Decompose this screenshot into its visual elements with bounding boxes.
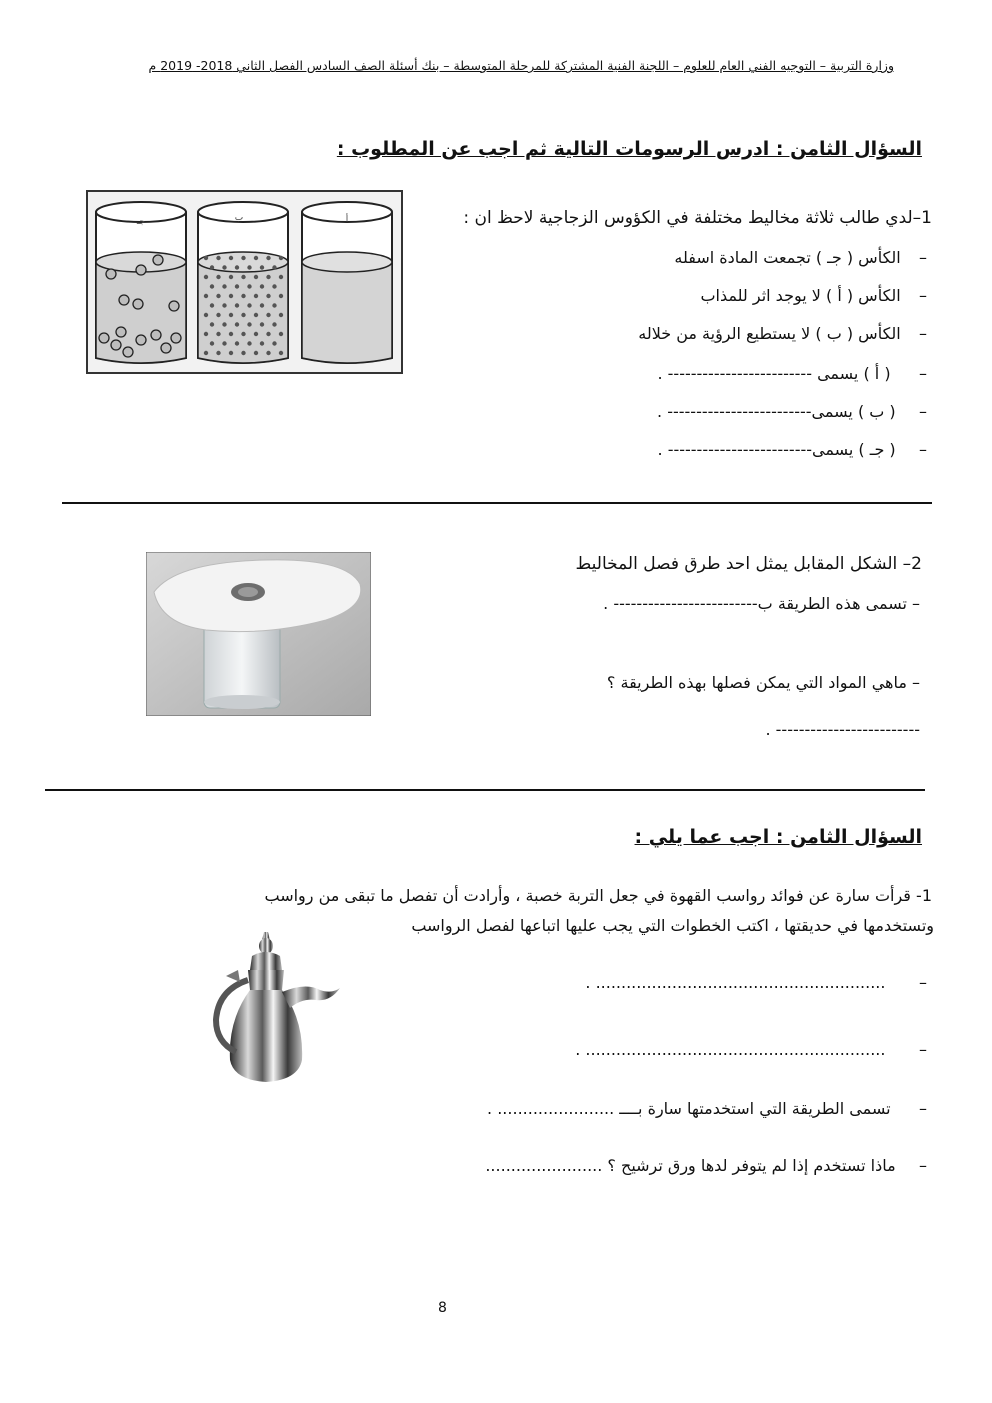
dallah-coffee-pot-image bbox=[208, 930, 342, 1090]
q1-item: – الكأس ( جـ ) تجمعت المادة اسفله bbox=[674, 248, 927, 267]
particle-dot bbox=[247, 303, 251, 307]
particle-dot bbox=[279, 332, 283, 336]
q1-item-text: ( جـ ) يسمى------------------------- . bbox=[657, 440, 896, 459]
particle-dot bbox=[254, 275, 258, 279]
beaker-label-a: أ bbox=[345, 215, 349, 225]
particle-dot bbox=[216, 351, 220, 355]
s2-item-text: ......................................................... . bbox=[585, 973, 886, 992]
particle-dot bbox=[260, 265, 264, 269]
beaker-label-b: ب bbox=[234, 213, 244, 223]
q2-line3: ------------------------- . bbox=[765, 720, 920, 739]
particle-dot bbox=[210, 322, 214, 326]
particle-dot bbox=[241, 351, 245, 355]
s2-item-text: تسمى الطريقة التي استخدمتها سارة بــــ ....................... . bbox=[487, 1099, 891, 1118]
particle-dot bbox=[266, 332, 270, 336]
particle-dot bbox=[241, 294, 245, 298]
particle-dot bbox=[260, 284, 264, 288]
s2-q1-line2: وتستخدمها في حديقتها ، اكتب الخطوات التي يجب عليها اتباعها لفصل الرواسب bbox=[411, 916, 934, 935]
particle-dot bbox=[222, 322, 226, 326]
q1-item: – ( ب ) يسمى------------------------- . bbox=[657, 402, 927, 421]
particle-dot bbox=[235, 341, 239, 345]
s2-item: – ........................................................... . bbox=[575, 1040, 927, 1059]
particle-dot bbox=[229, 294, 233, 298]
particle-dot bbox=[216, 332, 220, 336]
particle-dot bbox=[266, 275, 270, 279]
particle-dot bbox=[222, 303, 226, 307]
q1-item: – الكأس ( أ ) لا يوجد اثر للمذاب bbox=[700, 286, 927, 305]
divider bbox=[62, 502, 932, 504]
particle-dot bbox=[235, 284, 239, 288]
particle-dot bbox=[247, 265, 251, 269]
particle-dot bbox=[260, 341, 264, 345]
particle-dot bbox=[241, 332, 245, 336]
particle-dot bbox=[254, 313, 258, 317]
particle-dot bbox=[254, 351, 258, 355]
particle-dot bbox=[229, 275, 233, 279]
particle-dot bbox=[260, 303, 264, 307]
q1-item: – ( جـ ) يسمى------------------------- . bbox=[657, 440, 927, 459]
particle-dot bbox=[216, 294, 220, 298]
s2-q1-line1: 1- قرأت سارة عن فوائد رواسب القهوة في جعل التربة خصبة ، وأرادت أن تفصل ما تبقى من رواسب bbox=[264, 886, 932, 905]
beaker-b bbox=[198, 202, 288, 363]
s2-item-text: ماذا تستخدم إذا لم يتوفر لدها ورق ترشيح ؟ ....................... bbox=[485, 1156, 896, 1175]
particle-dot bbox=[222, 341, 226, 345]
particle-dot bbox=[229, 313, 233, 317]
particle-dot bbox=[266, 313, 270, 317]
particle-dot bbox=[204, 351, 208, 355]
particle-dot bbox=[222, 284, 226, 288]
q1-item: – ( أ ) يسمى ------------------------- . bbox=[657, 364, 927, 383]
particle-dot bbox=[272, 265, 276, 269]
particle-dot bbox=[204, 332, 208, 336]
beaker-a bbox=[302, 202, 392, 363]
particle-dot bbox=[216, 275, 220, 279]
q1-item-text: ( أ ) يسمى ------------------------- . bbox=[657, 364, 891, 383]
particle-dot bbox=[272, 303, 276, 307]
particle-dot bbox=[210, 341, 214, 345]
page-header: وزارة التربية – التوجيه الفني العام للعلوم – اللجنة الفنية المشتركة للمرحلة المتوسطة – بنك أسئلة الصف السادس الفصل الثاني 2018- 2019 م bbox=[148, 58, 894, 73]
s2-item: – ......................................................... . bbox=[585, 973, 927, 992]
particle-dot bbox=[235, 265, 239, 269]
particle-dot bbox=[216, 256, 220, 260]
particle-dot bbox=[266, 294, 270, 298]
particle-dot bbox=[272, 341, 276, 345]
page-number: 8 bbox=[438, 1300, 447, 1316]
s2-item: – تسمى الطريقة التي استخدمتها سارة بــــ ....................... . bbox=[487, 1099, 927, 1118]
particle-dot bbox=[235, 303, 239, 307]
particle-dot bbox=[254, 294, 258, 298]
s2-item: – ماذا تستخدم إذا لم يتوفر لدها ورق ترشيح ؟ ....................... bbox=[485, 1156, 927, 1175]
q2-line1: – تسمى هذه الطريقة ب------------------------- . bbox=[603, 594, 920, 613]
beakers-figure bbox=[86, 190, 404, 376]
evaporation-photo bbox=[146, 552, 371, 716]
particle-dot bbox=[279, 294, 283, 298]
particle-dot bbox=[216, 313, 220, 317]
particle-dot bbox=[254, 256, 258, 260]
particle-dot bbox=[241, 275, 245, 279]
particle-dot bbox=[229, 351, 233, 355]
q1-item: – الكأس ( ب ) لا يستطيع الرؤية من خلاله bbox=[638, 324, 927, 343]
particle-dot bbox=[222, 265, 226, 269]
particle-dot bbox=[235, 322, 239, 326]
particle-dot bbox=[204, 313, 208, 317]
particle-dot bbox=[210, 284, 214, 288]
particle-dot bbox=[247, 341, 251, 345]
q1-intro: 1–لدي طالب ثلاثة مخاليط مختلفة في الكؤوس الزجاجية لاحظ ان : bbox=[463, 208, 932, 228]
particle-dot bbox=[204, 275, 208, 279]
particle-dot bbox=[229, 332, 233, 336]
particle-dot bbox=[266, 351, 270, 355]
s2-item-text: ........................................................... . bbox=[575, 1040, 886, 1059]
q2-intro: 2– الشكل المقابل يمثل احد طرق فصل المخاليط bbox=[575, 554, 922, 574]
q1-item-text: الكأس ( ب ) لا يستطيع الرؤية من خلاله bbox=[638, 324, 901, 343]
particle-dot bbox=[241, 256, 245, 260]
particle-dot bbox=[272, 284, 276, 288]
particle-dot bbox=[247, 284, 251, 288]
section1-title: السؤال الثامن : ادرس الرسومات التالية ثم اجب عن المطلوب : bbox=[336, 138, 922, 160]
particle-dot bbox=[260, 322, 264, 326]
particle-dot bbox=[210, 265, 214, 269]
particle-dot bbox=[266, 256, 270, 260]
particle-dot bbox=[247, 322, 251, 326]
particle-dot bbox=[210, 303, 214, 307]
q2-line2: – ماهي المواد التي يمكن فصلها بهذه الطريقة ؟ bbox=[606, 673, 920, 692]
particle-dot bbox=[204, 256, 208, 260]
particle-dot bbox=[204, 294, 208, 298]
section2-title: السؤال الثامن : اجب عما يلي : bbox=[634, 826, 922, 848]
particle-dot bbox=[229, 256, 233, 260]
q1-item-text: الكأس ( جـ ) تجمعت المادة اسفله bbox=[674, 248, 901, 267]
q1-item-text: ( ب ) يسمى------------------------- . bbox=[657, 402, 896, 421]
particle-dot bbox=[254, 332, 258, 336]
particle-dot bbox=[279, 275, 283, 279]
particle-dot bbox=[241, 313, 245, 317]
divider bbox=[45, 789, 925, 791]
particle-dot bbox=[272, 322, 276, 326]
particle-dot bbox=[279, 313, 283, 317]
q1-item-text: الكأس ( أ ) لا يوجد اثر للمذاب bbox=[700, 286, 901, 305]
particle-dot bbox=[279, 351, 283, 355]
beaker-label-j: جـ bbox=[136, 217, 146, 227]
particle-dot bbox=[279, 256, 283, 260]
